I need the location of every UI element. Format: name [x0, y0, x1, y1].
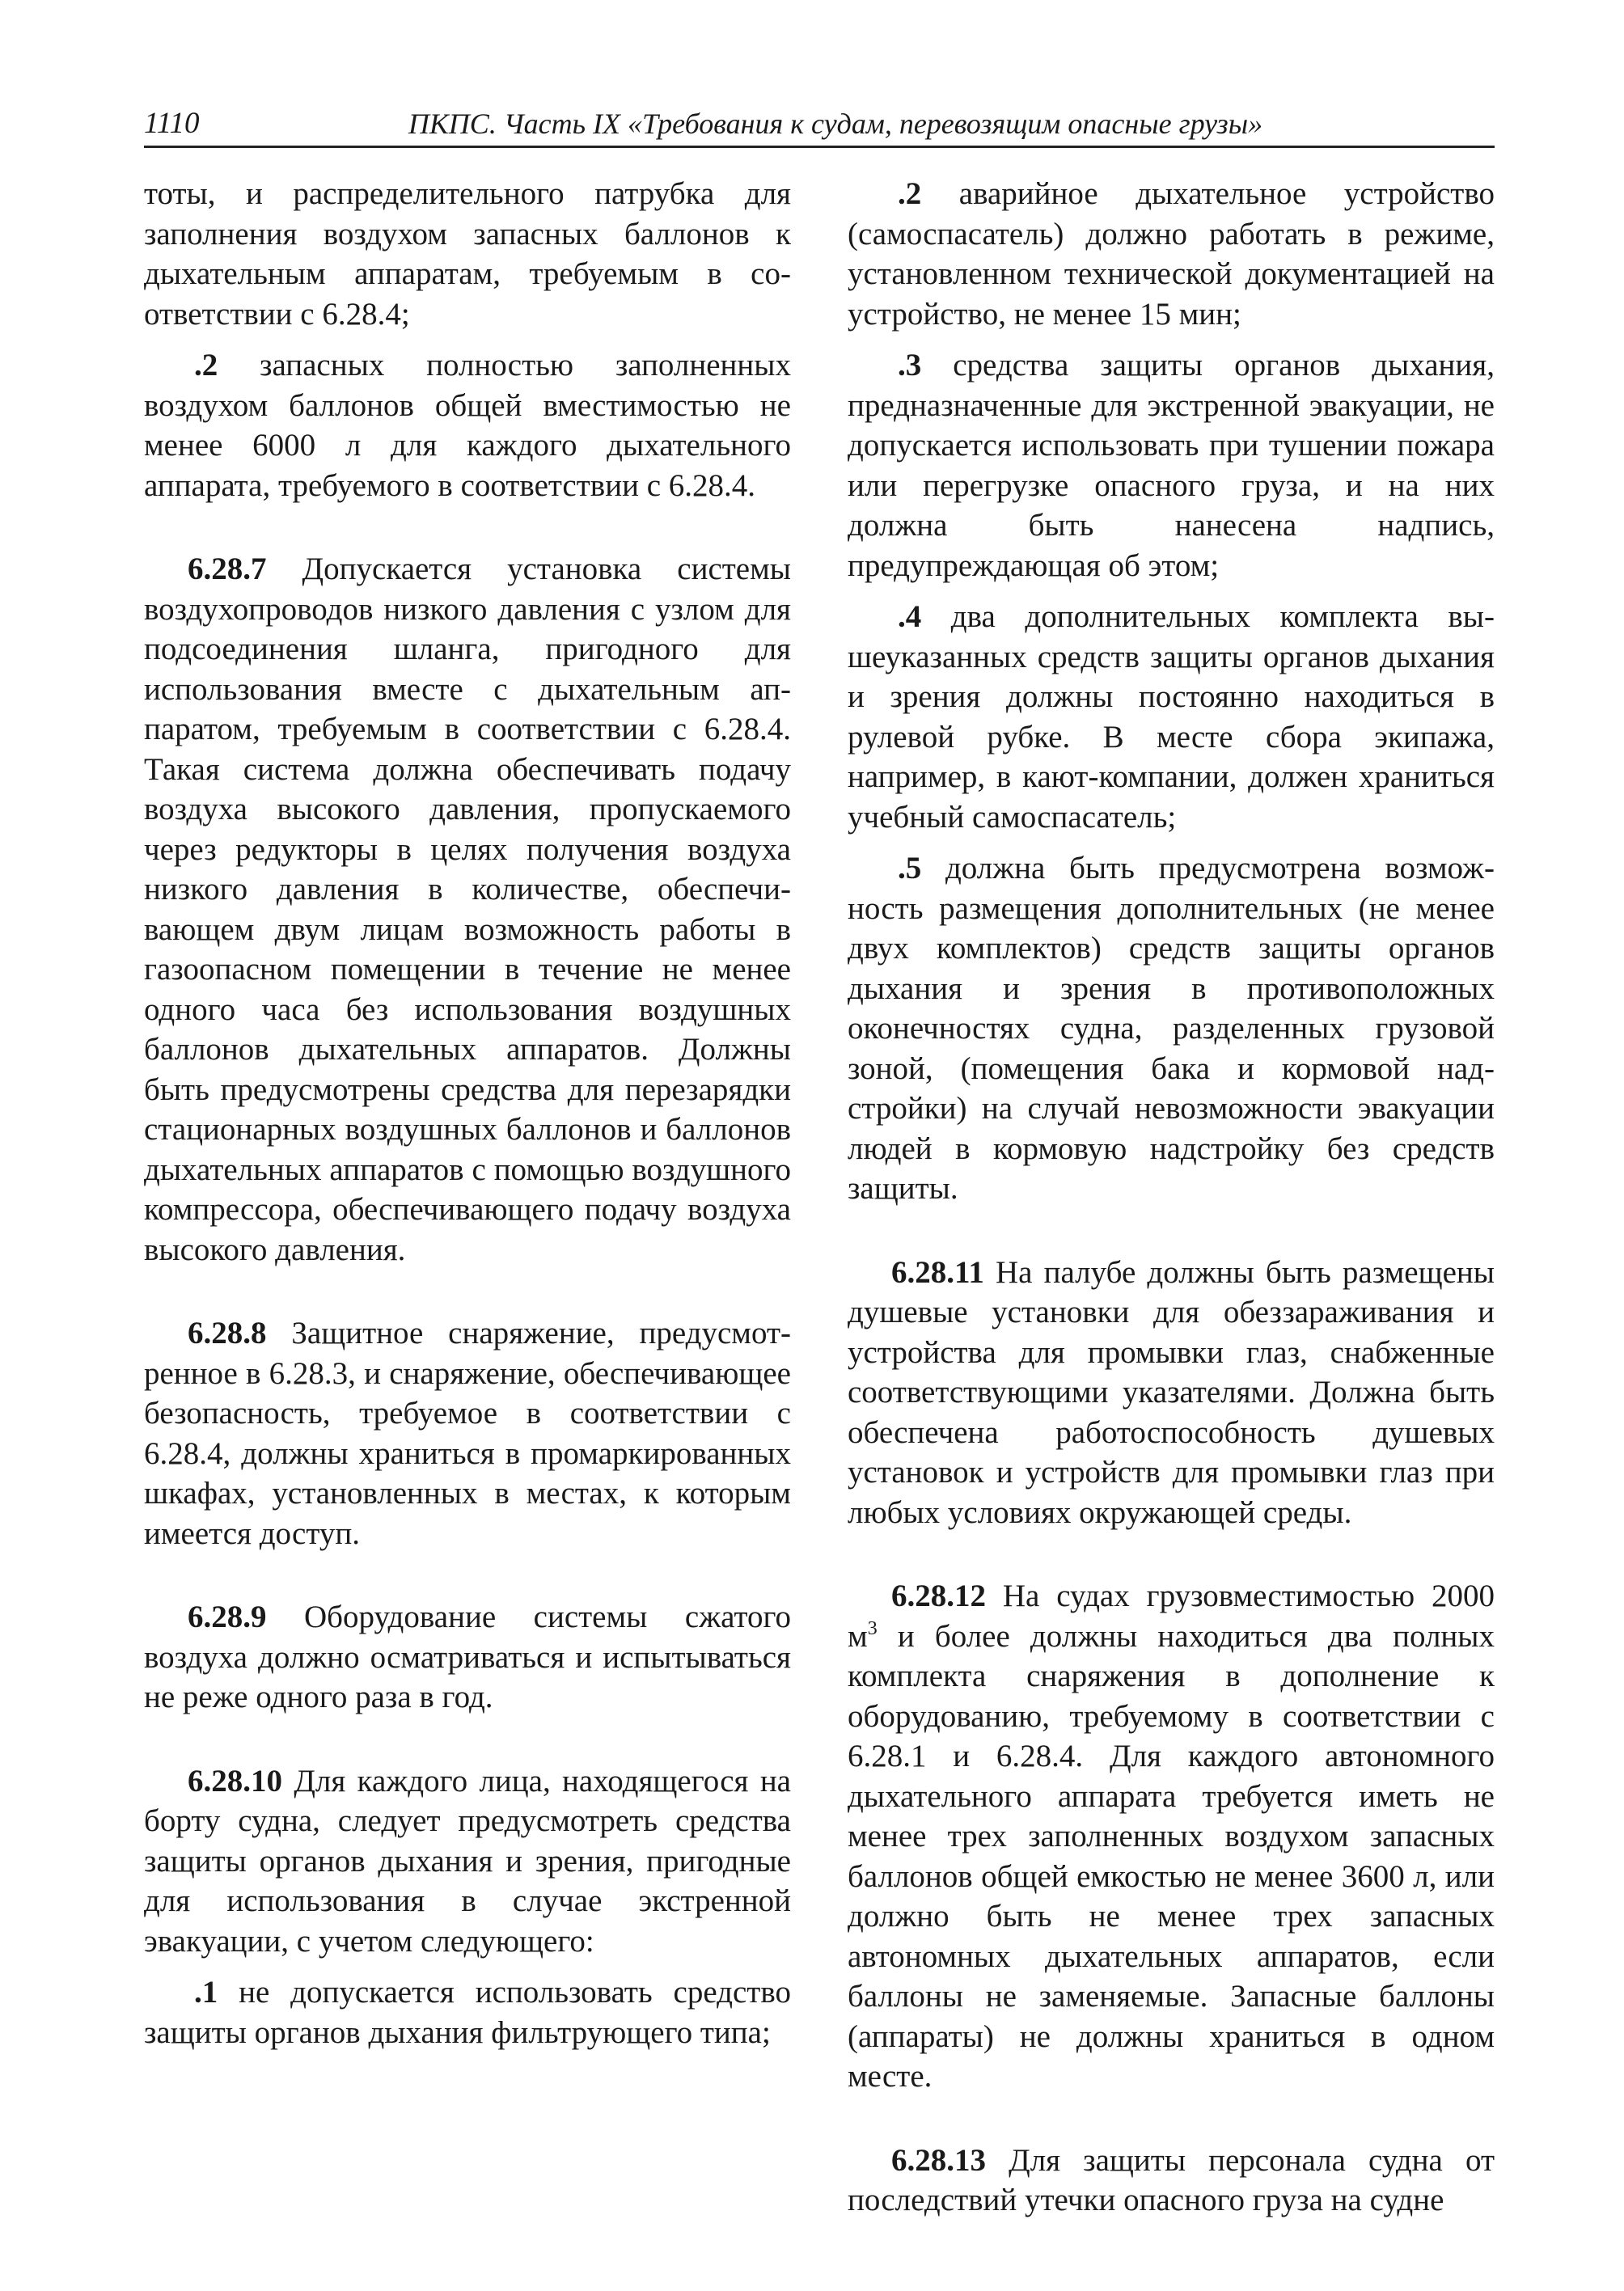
item-number: .2: [194, 348, 218, 383]
section-number: 6.28.8: [188, 1316, 267, 1351]
item-text: не допускается использовать средство защиты органов дыхания фильтрующего типа;: [144, 1975, 791, 2050]
section-text: Защитное снаряжение, предусмотренное в 6.28.3, и снаряжение, обеспечивающее безопасность, требуемое в соответствии с 6.28.4, должны храниться в промаркированных шкафах, установленных в местах, к которым имеется доступ.: [144, 1316, 791, 1551]
left-column: [144, 174, 791, 2052]
section-6-28-8: [144, 1313, 791, 1553]
page-number: 1110: [144, 107, 200, 140]
list-item-4: [848, 597, 1495, 837]
section-6-28-11: [848, 1253, 1495, 1533]
section-number: 6.28.9: [188, 1600, 267, 1634]
item-number: .2: [898, 176, 922, 211]
item-text: должна быть предусмотрена возможность размещения дополнительных (не менее двух комплектов) средств защиты органов дыхания и зрения в противоположных оконечностях судна, разделенных грузовой зоной, (помещения бака и кормовой надстройки) на случай невозможности эвакуации людей в кормовую надстройку без средств защиты.: [848, 851, 1495, 1206]
list-item-1: [144, 1972, 791, 2052]
right-column: [848, 174, 1495, 2221]
section-number: 6.28.7: [188, 552, 267, 586]
section-number: 6.28.13: [891, 2142, 986, 2178]
list-item-3: [848, 345, 1495, 585]
item-number: .1: [194, 1975, 218, 2010]
section-text: Оборудование системы сжатого воздуха должно осматриваться и испытываться не реже одного раза в год.: [144, 1600, 791, 1714]
paragraph-continuation: тоты, и распределительного патрубка для заполнения воздухом запасных баллонов к дыхательным аппаратам, требуемым в соответствии с 6.28.4;: [144, 176, 791, 332]
section-text: На палубе должны быть размещены душевые установки для обеззараживания и устройства для промывки глаз, снабженные соответствующими указателями. Должна быть обеспечена работоспособность душевых установок и устройств для промывки глаз при любых условиях окружающей среды.: [848, 1254, 1495, 1530]
section-number: 6.28.11: [891, 1254, 984, 1290]
section-6-28-7: [144, 549, 791, 1270]
list-item-2: [144, 345, 791, 505]
item-number: .5: [898, 851, 922, 886]
item-text: средства защиты органов дыхания, предназначенные для экстренной эвакуации, не допускается использовать при тушении пожара или перегрузке опасного груза, и на них должна быть нанесена надпись, предупреждающая об этом;: [848, 348, 1495, 583]
section-6-28-13: [848, 2141, 1495, 2221]
item-text: запасных полностью заполненных воздухом баллонов общей вместимостью не менее 6000 л для каждого дыхательного аппарата, требуемого в соответствии с 6.28.4.: [144, 348, 791, 503]
item-text: аварийное дыхательное устройство (самоспасатель) должно работать в режиме, установленном технической документацией на устройство, не менее 15 мин;: [848, 176, 1495, 332]
section-6-28-12: [848, 1576, 1495, 2097]
section-number: 6.28.10: [188, 1763, 282, 1799]
item-text: два дополнительных комплекта вышеуказанных средств защиты органов дыхания и зрения должны постоянно находиться в рулевой рубке. В месте сбора экипажа, например, в кают-компании, должен храниться учебный самоспасатель;: [848, 599, 1495, 835]
section-text: Допускается установка системы воздухопроводов низкого давления с узлом для подсоединения шланга, пригодного для использования вместе с дыхательным аппаратом, требуемым в соответствии с 6.28.4. Такая система должна обеспечивать подачу воздуха высокого давления, пропускаемого через редукторы в целях получения воздуха низкого давления в количестве, обеспечивающем двум лицам возможность работы в газоопасном помещении в течение не менее одного часа без использования воздушных баллонов дыхательных аппаратов. Должны быть предусмотрены средства для перезарядки стационарных воздушных баллонов и баллонов дыхательных аппаратов с помощью воздушного компрессора, обеспечивающего подачу воздуха высокого давления.: [144, 552, 791, 1267]
section-number: 6.28.12: [891, 1579, 986, 1613]
section-text-a: На судах грузовместимостью 2000 м: [848, 1579, 1495, 1654]
list-item-2: [848, 174, 1495, 334]
section-text-b: и более должны находиться два полных комплекта снаряжения в дополнение к оборудованию, требуемому в соответствии с 6.28.1 и 6.28.4. Для каждого автономного дыхательного аппарата требуется иметь не менее трех заполненных воздухом запасных баллонов общей емкостью не менее 3600 л, или должно быть не менее трех запасных автономных дыхательных аппаратов, если баллоны не заменяемые. Запасные баллоны (аппараты) не должны храниться в одном месте.: [848, 1618, 1495, 2094]
section-6-28-10: [144, 1761, 791, 1962]
section-text: Для каждого лица, находящегося на борту судна, следует предусмотреть средства защиты органов дыхания и зрения, пригодные для использования в случае экстренной эвакуации, с учетом следующего:: [144, 1763, 791, 1959]
page-header: [144, 105, 1495, 148]
running-title: ПКПС. Часть IX «Требования к судам, перевозящим опасные грузы»: [408, 108, 1263, 140]
section-text: Для защиты персонала судна от последствий утечки опасного груза на судне: [848, 2142, 1495, 2217]
superscript-3: 3: [867, 1617, 878, 1639]
item-number: .4: [898, 599, 922, 634]
section-6-28-9: [144, 1597, 791, 1718]
item-number: .3: [898, 348, 922, 383]
list-item-5: [848, 848, 1495, 1209]
